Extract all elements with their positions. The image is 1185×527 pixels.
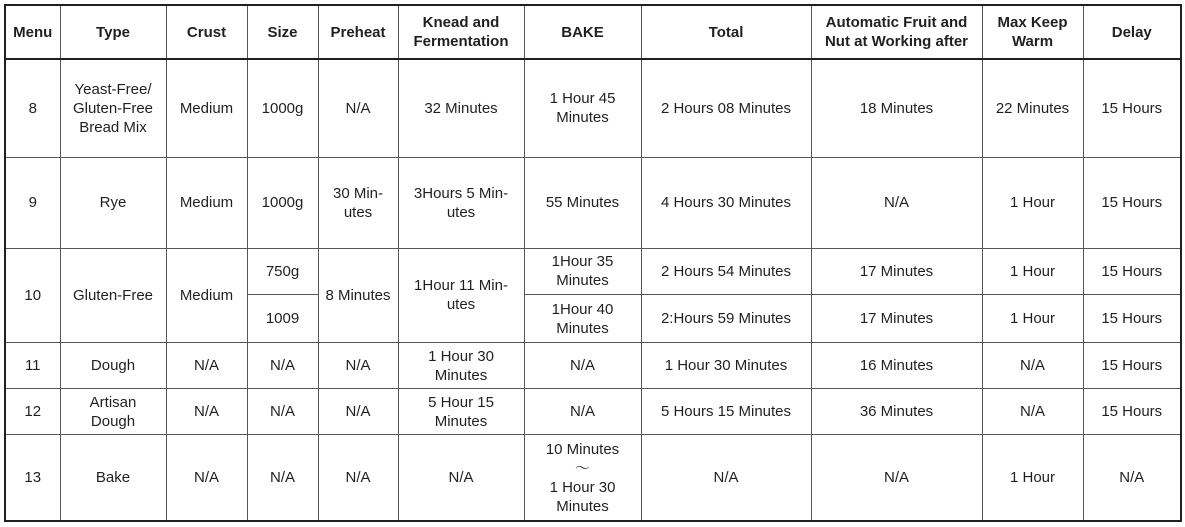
cell-size: 1009 xyxy=(247,294,318,342)
cell-knead-line: 5 Hour 15 xyxy=(428,393,494,411)
cell-bake-line: 1 Hour 30 xyxy=(549,478,616,496)
cell-knead-line: utes xyxy=(446,296,476,314)
cell-menu: 12 xyxy=(5,389,60,435)
cell-knead-line: 1 Hour 30 xyxy=(428,347,494,365)
cell-keep-warm: 22 Minutes xyxy=(982,59,1083,157)
cell-size: 1000g xyxy=(247,59,318,157)
cell-knead-line: 1Hour 11 Min- xyxy=(414,277,508,295)
cell-preheat-line: 30 Min- xyxy=(332,184,384,202)
cell-menu: 9 xyxy=(5,157,60,248)
cell-size: N/A xyxy=(247,343,318,389)
cell-type xyxy=(60,59,166,157)
table-row-menu-12 xyxy=(5,389,1181,435)
cell-delay: 15 Hours xyxy=(1083,248,1181,294)
cell-type: Dough xyxy=(60,343,166,389)
header-type: Type xyxy=(60,5,166,59)
cell-delay: 15 Hours xyxy=(1083,294,1181,342)
header-keep-line-2: Warm xyxy=(1011,33,1054,50)
cell-delay: 15 Hours xyxy=(1083,157,1181,248)
cell-menu: 11 xyxy=(5,343,60,389)
cell-knead xyxy=(398,248,524,342)
cell-total: N/A xyxy=(641,435,811,521)
cell-type: Bake xyxy=(60,435,166,521)
cell-delay: 15 Hours xyxy=(1083,343,1181,389)
cell-preheat: 8 Minutes xyxy=(318,248,398,342)
cell-preheat: N/A xyxy=(318,389,398,435)
cell-total: 1 Hour 30 Minutes xyxy=(641,343,811,389)
header-keep-line-1: Max Keep xyxy=(997,14,1068,31)
cell-knead-line: Minutes xyxy=(434,412,488,430)
cell-keep-warm: 1 Hour xyxy=(982,435,1083,521)
header-crust: Crust xyxy=(166,5,247,59)
cell-bake: N/A xyxy=(524,389,641,435)
header-bake: BAKE xyxy=(524,5,641,59)
cell-bake xyxy=(524,294,641,342)
cell-bake-line: Minutes xyxy=(556,272,609,290)
cell-keep-warm: 1 Hour xyxy=(982,294,1083,342)
cell-knead-line: Minutes xyxy=(434,366,488,384)
cell-total: 5 Hours 15 Minutes xyxy=(641,389,811,435)
cell-size: 750g xyxy=(247,248,318,294)
cell-knead xyxy=(398,389,524,435)
cell-knead xyxy=(398,157,524,248)
header-fruit-nut xyxy=(811,5,982,59)
cell-type xyxy=(60,389,166,435)
cell-size: N/A xyxy=(247,435,318,521)
header-total: Total xyxy=(641,5,811,59)
cell-fruit-nut: 18 Minutes xyxy=(811,59,982,157)
cell-bake-line: 1Hour 35 xyxy=(551,253,614,271)
cell-type: Gluten-Free xyxy=(60,248,166,342)
cell-crust: Medium xyxy=(166,59,247,157)
cell-keep-warm: N/A xyxy=(982,389,1083,435)
cell-knead xyxy=(398,343,524,389)
cell-crust: Medium xyxy=(166,248,247,342)
cell-type-line: Gluten-Free xyxy=(72,99,154,117)
cell-preheat xyxy=(318,157,398,248)
cell-size: 1000g xyxy=(247,157,318,248)
cell-bake-line: 10 Minutes xyxy=(545,440,620,458)
cell-type-line: Artisan xyxy=(89,393,137,411)
cell-bake xyxy=(524,248,641,294)
header-row xyxy=(5,5,1181,59)
table-row-menu-9 xyxy=(5,157,1181,248)
cell-fruit-nut: 36 Minutes xyxy=(811,389,982,435)
cell-menu: 8 xyxy=(5,59,60,157)
header-knead xyxy=(398,5,524,59)
cell-type-line: Dough xyxy=(90,412,136,430)
cell-preheat: N/A xyxy=(318,435,398,521)
cell-bake xyxy=(524,435,641,521)
cell-type-line: Bread Mix xyxy=(79,118,147,136)
cell-bake: 55 Minutes xyxy=(524,157,641,248)
table-row-menu-13 xyxy=(5,435,1181,521)
cell-keep-warm: N/A xyxy=(982,343,1083,389)
cell-menu: 13 xyxy=(5,435,60,521)
cell-keep-warm: 1 Hour xyxy=(982,248,1083,294)
cell-fruit-nut: 17 Minutes xyxy=(811,248,982,294)
cell-bake-line: Minutes xyxy=(556,497,609,515)
cell-knead-line: utes xyxy=(446,203,476,221)
cell-crust: N/A xyxy=(166,435,247,521)
header-fruit-line-1: Automatic Fruit and xyxy=(825,14,968,31)
cell-delay: 15 Hours xyxy=(1083,389,1181,435)
cell-keep-warm: 1 Hour xyxy=(982,157,1083,248)
table-row-menu-10-750g xyxy=(5,248,1181,294)
cell-delay: N/A xyxy=(1083,435,1181,521)
cell-total: 2 Hours 08 Minutes xyxy=(641,59,811,157)
cell-delay: 15 Hours xyxy=(1083,59,1181,157)
cell-fruit-nut: 16 Minutes xyxy=(811,343,982,389)
cell-bake xyxy=(524,59,641,157)
cell-bake-line: Minutes xyxy=(556,109,609,127)
cell-total: 4 Hours 30 Minutes xyxy=(641,157,811,248)
bread-program-table xyxy=(4,4,1182,522)
cell-fruit-nut: 17 Minutes xyxy=(811,294,982,342)
cell-knead: N/A xyxy=(398,435,524,521)
cell-bake-line: Minutes xyxy=(556,319,609,337)
cell-fruit-nut: N/A xyxy=(811,157,982,248)
cell-fruit-nut: N/A xyxy=(811,435,982,521)
cell-bake-line: 1Hour 40 xyxy=(551,300,614,318)
cell-type: Rye xyxy=(60,157,166,248)
cell-menu: 10 xyxy=(5,248,60,342)
cell-preheat: N/A xyxy=(318,343,398,389)
cell-preheat-line: utes xyxy=(343,203,373,221)
cell-preheat: N/A xyxy=(318,59,398,157)
header-menu: Menu xyxy=(5,5,60,59)
cell-bake: N/A xyxy=(524,343,641,389)
header-fruit-line-2: Nut at Working after xyxy=(824,33,969,50)
table-row-menu-8 xyxy=(5,59,1181,157)
cell-size: N/A xyxy=(247,389,318,435)
table-row-menu-11 xyxy=(5,343,1181,389)
header-size: Size xyxy=(247,5,318,59)
header-knead-line-1: Knead and xyxy=(422,14,500,31)
cell-knead-line: 3Hours 5 Min- xyxy=(413,184,509,202)
cell-type-line: Yeast-Free/ xyxy=(74,80,152,98)
header-knead-line-2: Fermentation xyxy=(413,33,509,50)
cell-knead: 32 Minutes xyxy=(398,59,524,157)
header-delay: Delay xyxy=(1083,5,1181,59)
header-preheat: Preheat xyxy=(318,5,398,59)
cell-bake-range-glyph: 〜 xyxy=(574,459,590,477)
cell-total: 2 Hours 54 Minutes xyxy=(641,248,811,294)
cell-crust: N/A xyxy=(166,389,247,435)
cell-crust: Medium xyxy=(166,157,247,248)
cell-bake-line: 1 Hour 45 xyxy=(549,90,616,108)
header-keep-warm xyxy=(982,5,1083,59)
cell-crust: N/A xyxy=(166,343,247,389)
cell-total: 2:Hours 59 Minutes xyxy=(641,294,811,342)
